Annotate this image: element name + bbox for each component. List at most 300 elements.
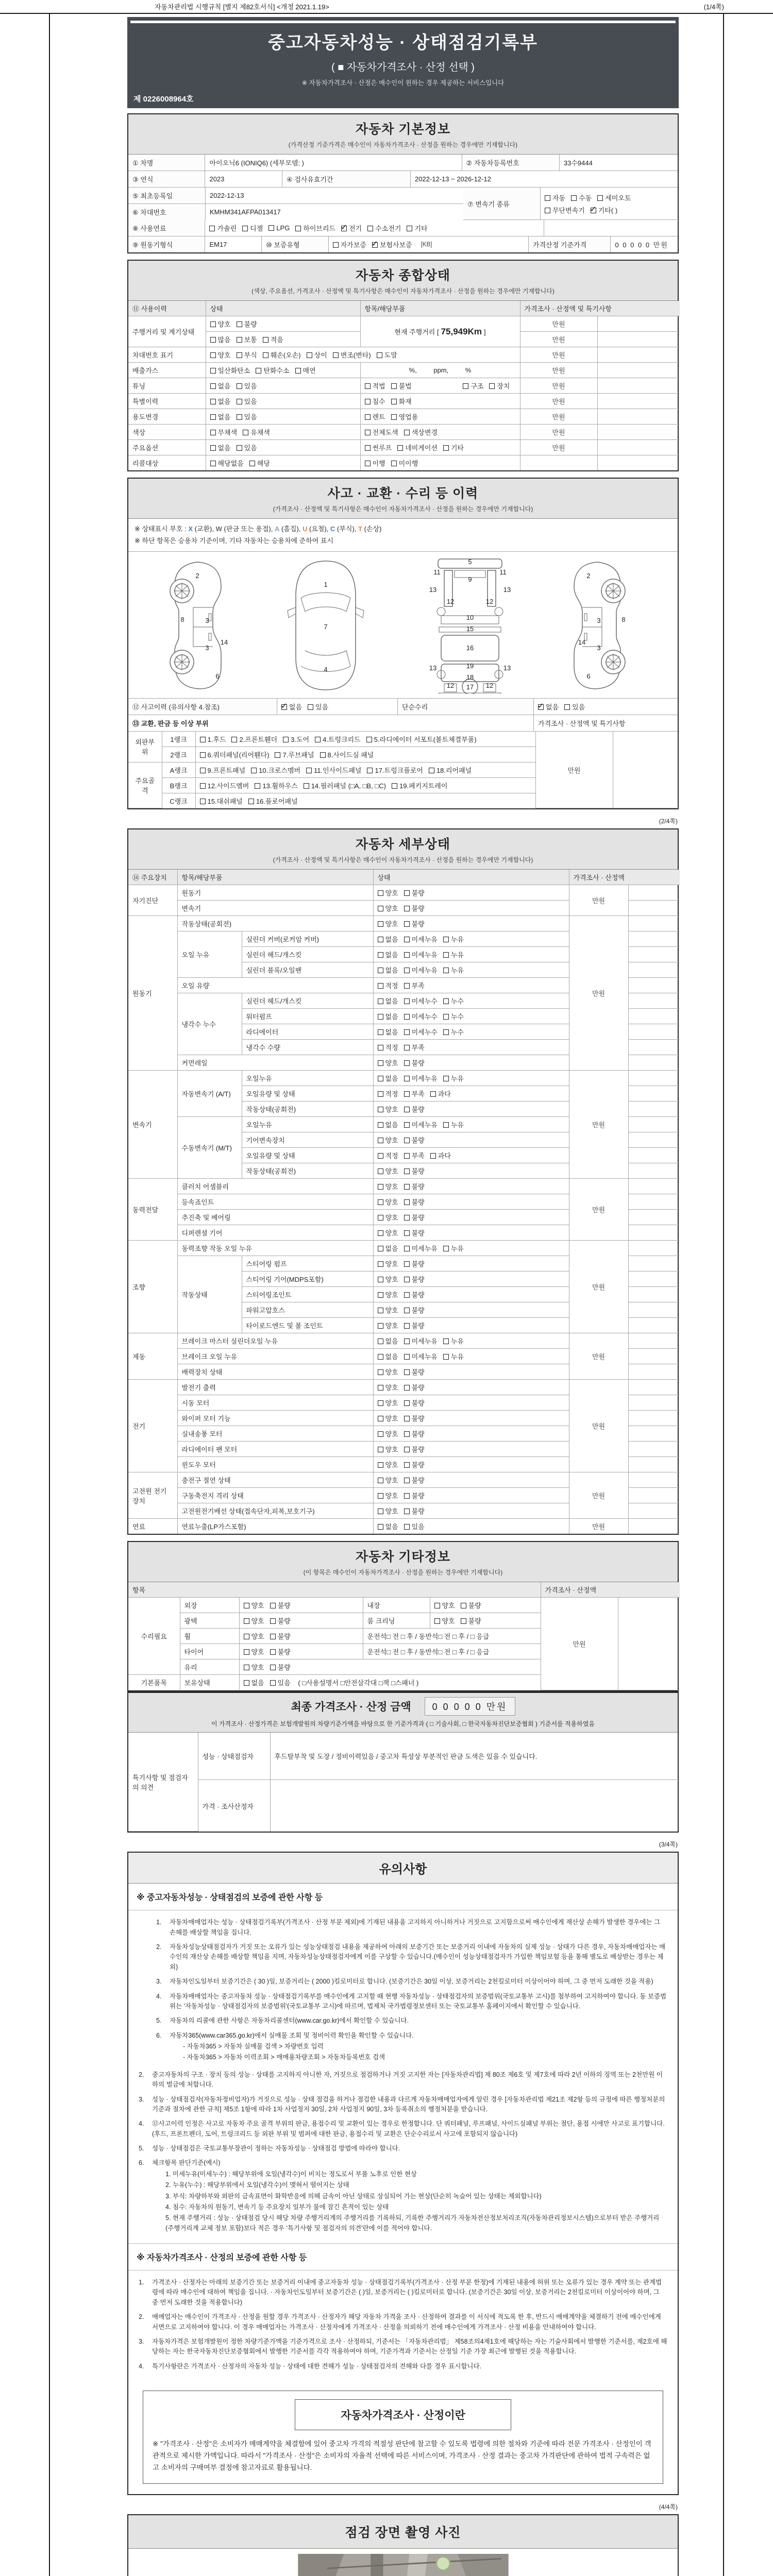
checkbox-option[interactable]: ✓ 기타( ) [591,205,617,215]
checkbox-option[interactable]: 있음 [237,413,257,421]
checkbox-option[interactable]: 3.도어 [283,736,309,743]
checked-checkbox-icon[interactable] [538,704,544,710]
checkbox-option[interactable]: 1.후드 [200,736,226,743]
checkbox-option[interactable]: ✓ 없음 [281,702,302,711]
checkbox-option[interactable]: 보통 [237,336,257,344]
checkbox-icon[interactable] [404,1029,410,1035]
checkbox-icon[interactable] [391,461,397,466]
checkbox-icon[interactable] [407,226,412,231]
checkbox-icon[interactable] [404,1416,410,1421]
checkbox-icon[interactable] [404,1215,410,1221]
checkbox-icon[interactable] [404,1524,410,1530]
checkbox-icon[interactable] [315,737,321,742]
checkbox-option[interactable]: 있음 [404,1523,425,1531]
checkbox-option[interactable]: 불량 [237,320,257,328]
checkbox-option[interactable]: 누수 [443,1013,464,1021]
checkbox-icon[interactable] [378,1153,383,1159]
checkbox-option[interactable]: 양호 [378,1260,398,1268]
checkbox-icon[interactable] [461,1603,466,1608]
checkbox-icon[interactable] [210,321,216,327]
checkbox-icon[interactable] [443,1029,449,1035]
checkbox-option[interactable]: 누유 [443,1353,464,1361]
checkbox-icon[interactable] [378,1308,383,1313]
checkbox-icon[interactable] [210,430,216,435]
checkbox-icon[interactable] [404,998,410,1004]
checkbox-option[interactable]: 없음 [378,967,398,974]
checkbox-icon[interactable] [404,890,410,896]
checkbox-option[interactable]: 부족 [404,1152,425,1160]
checkbox-option[interactable]: 불량 [404,920,425,928]
checkbox-icon[interactable] [378,1338,383,1344]
checkbox-icon[interactable] [200,737,206,742]
checkbox-option[interactable]: 불량 [404,1276,425,1283]
checkbox-icon[interactable] [404,1338,410,1344]
checkbox-icon[interactable] [231,737,237,742]
checkbox-icon[interactable] [378,1431,383,1437]
checkbox-icon[interactable] [404,937,410,942]
checkbox-option[interactable]: 불량 [404,1137,425,1144]
checkbox-icon[interactable] [308,704,313,710]
checkbox-icon[interactable] [404,1493,410,1499]
checkbox-option[interactable]: 불량 [404,1492,425,1500]
checkbox-icon[interactable] [404,1277,410,1282]
checkbox-icon[interactable] [404,1184,410,1190]
checkbox-option[interactable]: 일산화탄소 [210,367,250,375]
checkbox-option[interactable]: 적정 [378,1152,398,1160]
checkbox-icon[interactable] [443,1338,449,1344]
checkbox-icon[interactable] [306,768,312,773]
checkbox-icon[interactable] [270,1634,276,1639]
checkbox-option[interactable]: 양호 [378,1368,398,1376]
checkbox-option[interactable]: 누유 [443,1075,464,1082]
checkbox-option[interactable]: 없음 [210,398,231,405]
checkbox-icon[interactable] [443,968,449,973]
checkbox-icon[interactable] [210,445,216,451]
checkbox-icon[interactable] [443,1014,449,1020]
checkbox-icon[interactable] [404,1354,410,1360]
checkbox-option[interactable]: 전체도색 [365,429,398,436]
checkbox-option[interactable]: 미세누수 [404,1028,438,1036]
checkbox-option[interactable]: 네비게이션 [397,444,438,452]
checkbox-option[interactable]: 썬루프 [365,444,392,452]
checkbox-option[interactable]: 양호 [210,351,231,359]
checkbox-icon[interactable] [365,461,371,466]
checkbox-option[interactable]: 13.휠하우스 [255,782,297,790]
checkbox-icon[interactable] [378,1261,383,1267]
checkbox-icon[interactable] [429,768,434,773]
checkbox-option[interactable]: 없음 [378,936,398,943]
checkbox-option[interactable]: 15.대쉬패널 [200,798,243,805]
checkbox-icon[interactable] [200,783,206,789]
checkbox-option[interactable]: 기타 [407,223,427,233]
checkbox-option[interactable]: 불량 [461,1602,481,1609]
checkbox-icon[interactable] [404,1107,410,1112]
checkbox-option[interactable]: 없음 [378,1245,398,1252]
checkbox-icon[interactable] [378,1138,383,1143]
checkbox-option[interactable]: 없음 [378,997,398,1005]
checkbox-option[interactable]: 19.페키지트레이 [392,782,447,790]
checkbox-icon[interactable] [244,1634,249,1639]
checkbox-option[interactable]: 적정 [378,1044,398,1052]
checkbox-option[interactable]: 불량 [270,1648,291,1656]
checkbox-icon[interactable] [243,430,248,435]
checkbox-icon[interactable] [210,414,216,420]
checkbox-option[interactable]: 양호 [378,1291,398,1299]
checkbox-option[interactable]: 양호 [434,1617,455,1625]
checkbox-option[interactable]: 유채색 [243,429,270,436]
checkbox-icon[interactable] [404,1199,410,1205]
checkbox-icon[interactable] [237,337,242,343]
checkbox-icon[interactable] [378,952,383,958]
checkbox-option[interactable]: 불법 [391,382,412,390]
checkbox-option[interactable]: 양호 [378,1477,398,1484]
checkbox-icon[interactable] [365,430,371,435]
checkbox-icon[interactable] [404,1122,410,1128]
checkbox-option[interactable]: 4.트렁크리드 [315,736,361,743]
checkbox-option[interactable]: 양호 [378,905,398,912]
checkbox-icon[interactable] [404,1385,410,1391]
checkbox-icon[interactable] [404,1369,410,1375]
checkbox-icon[interactable] [378,1107,383,1112]
checkbox-option[interactable]: 6.쿼더패널(리어휀다) [200,751,270,759]
checkbox-icon[interactable] [378,1246,383,1251]
checkbox-option[interactable]: 양호 [378,1137,398,1144]
checkbox-option[interactable]: 불량 [270,1617,291,1625]
checkbox-icon[interactable] [571,195,577,201]
checkbox-icon[interactable] [366,737,372,742]
checkbox-icon[interactable] [404,1076,410,1081]
checkbox-icon[interactable] [404,1091,410,1097]
checkbox-option[interactable]: ✓ 없음 [538,702,559,711]
checkbox-icon[interactable] [378,1014,383,1020]
checkbox-icon[interactable] [404,1138,410,1143]
checkbox-option[interactable]: 누유 [443,1121,464,1129]
checkbox-icon[interactable] [244,1649,249,1655]
checkbox-icon[interactable] [564,704,570,710]
checkbox-icon[interactable] [378,1045,383,1050]
checkbox-option[interactable]: 부식 [237,351,257,359]
checkbox-option[interactable]: 미세누유 [404,1353,438,1361]
checkbox-option[interactable]: 없음 [378,951,398,959]
checkbox-option[interactable]: 영업용 [391,413,418,421]
checkbox-icon[interactable] [255,783,260,789]
checkbox-icon[interactable] [378,1509,383,1514]
checkbox-option[interactable]: 양호 [378,1307,398,1314]
checkbox-option[interactable]: 18.리어패널 [429,767,472,774]
checkbox-icon[interactable] [275,752,280,758]
checkbox-icon[interactable] [404,1308,410,1313]
checkbox-option[interactable]: 양호 [378,1198,398,1206]
checkbox-option[interactable]: 16.플로어패널 [248,798,298,805]
checkbox-option[interactable]: 누유 [443,967,464,974]
checkbox-option[interactable]: 미세누수 [404,1013,438,1021]
checkbox-option[interactable]: 미세누유 [404,951,438,959]
checkbox-icon[interactable] [404,1431,410,1437]
checkbox-icon[interactable] [443,998,449,1004]
checkbox-icon[interactable] [251,768,257,773]
checkbox-option[interactable]: 양호 [378,1322,398,1330]
checkbox-icon[interactable] [378,1369,383,1375]
checkbox-icon[interactable] [378,1060,383,1066]
checkbox-icon[interactable] [392,783,397,789]
checkbox-icon[interactable] [430,1091,436,1097]
checked-checkbox-icon[interactable] [372,242,378,248]
checkbox-icon[interactable] [210,399,216,404]
checkbox-option[interactable]: 양호 [378,1430,398,1438]
checkbox-icon[interactable] [378,1478,383,1483]
checkbox-option[interactable]: 무채색 [210,429,238,436]
checkbox-icon[interactable] [365,399,371,404]
checkbox-option[interactable]: 적정 [378,982,398,990]
checkbox-option[interactable]: 있음 [308,702,328,711]
checkbox-icon[interactable] [270,1665,276,1670]
checkbox-icon[interactable] [378,1323,383,1329]
checkbox-icon[interactable] [244,1665,249,1670]
checkbox-option[interactable]: 부족 [404,982,425,990]
checkbox-option[interactable]: 불량 [404,1430,425,1438]
checkbox-option[interactable]: 디젤 [242,223,263,233]
checkbox-icon[interactable] [263,352,268,358]
checkbox-option[interactable]: 부족 [404,1044,425,1052]
checkbox-icon[interactable] [210,352,216,358]
checkbox-icon[interactable] [378,1076,383,1081]
checkbox-option[interactable]: 과다 [430,1090,451,1098]
checkbox-option[interactable]: 누수 [443,1028,464,1036]
checkbox-icon[interactable] [333,352,339,358]
checkbox-option[interactable]: 해당 [249,460,270,467]
checkbox-icon[interactable] [443,445,449,451]
checkbox-option[interactable]: 렌트 [365,413,385,421]
checkbox-option[interactable]: 불량 [270,1664,291,1671]
checkbox-option[interactable]: 양호 [378,1276,398,1283]
checkbox-option[interactable]: 불량 [404,1214,425,1222]
checkbox-option[interactable]: 7.루브패널 [275,751,314,759]
checkbox-option[interactable]: 적정 [378,1090,398,1098]
checkbox-icon[interactable] [270,1649,276,1655]
checkbox-icon[interactable] [378,890,383,896]
checkbox-icon[interactable] [404,1323,410,1329]
checkbox-icon[interactable] [404,1261,410,1267]
checkbox-option[interactable]: 8.사이드실 패널 [320,751,374,759]
checkbox-option[interactable]: 불량 [404,1384,425,1392]
checkbox-option[interactable]: 양호 [378,1214,398,1222]
checkbox-option[interactable]: 양호 [378,1461,398,1469]
checkbox-icon[interactable] [365,445,371,451]
checkbox-option[interactable]: 구조 [463,382,483,390]
checkbox-option[interactable]: 없음 [378,1121,398,1129]
checkbox-icon[interactable] [430,1153,436,1159]
checkbox-icon[interactable] [377,352,382,358]
checkbox-option[interactable]: 불량 [461,1617,481,1625]
checkbox-icon[interactable] [378,921,383,927]
checkbox-option[interactable]: 5.라디에이터 서포트(볼트체결부품) [366,736,477,743]
checkbox-option[interactable]: 없음 [210,444,231,452]
checkbox-option[interactable]: 없음 [378,1028,398,1036]
checkbox-icon[interactable] [242,226,248,231]
checkbox-option[interactable]: 양호 [378,889,398,897]
checkbox-icon[interactable] [320,752,326,758]
checkbox-option[interactable]: 적법 [365,382,385,390]
checkbox-icon[interactable] [404,1168,410,1174]
checkbox-option[interactable]: 양호 [244,1602,264,1609]
checkbox-option[interactable]: 불량 [404,1477,425,1484]
checkbox-icon[interactable] [404,1447,410,1452]
checkbox-icon[interactable] [210,337,216,343]
checkbox-option[interactable]: 미세누유 [404,1337,438,1345]
checkbox-icon[interactable] [545,195,550,201]
checkbox-option[interactable]: 불량 [404,1229,425,1237]
checkbox-option[interactable]: 양호 [378,1167,398,1175]
checkbox-option[interactable]: LPG [268,224,290,232]
checkbox-option[interactable]: 색상변경 [404,429,438,436]
checkbox-icon[interactable] [404,1509,410,1514]
checkbox-icon[interactable] [378,1277,383,1282]
checkbox-option[interactable]: 불량 [404,889,425,897]
checkbox-icon[interactable] [333,242,339,248]
checkbox-icon[interactable] [404,1045,410,1050]
checkbox-icon[interactable] [404,1292,410,1298]
checkbox-option[interactable]: 상이 [307,351,327,359]
checkbox-icon[interactable] [404,1153,410,1159]
checkbox-icon[interactable] [404,1230,410,1236]
checkbox-icon[interactable] [237,414,242,420]
checkbox-icon[interactable] [463,383,468,389]
checkbox-icon[interactable] [295,368,301,374]
checkbox-icon[interactable] [378,1462,383,1468]
checkbox-option[interactable]: 양호 [244,1648,264,1656]
checkbox-option[interactable]: 미세누유 [404,1075,438,1082]
checkbox-option[interactable]: 불량 [404,1461,425,1469]
checkbox-option[interactable]: ✓ 보험사보증 [372,240,412,249]
checkbox-option[interactable]: 불량 [404,1322,425,1330]
checkbox-icon[interactable] [404,1246,410,1251]
checkbox-icon[interactable] [200,799,206,804]
checkbox-icon[interactable] [378,1029,383,1035]
checkbox-icon[interactable] [378,1122,383,1128]
checkbox-icon[interactable] [378,937,383,942]
checkbox-icon[interactable] [443,952,449,958]
checkbox-option[interactable]: 양호 [378,1106,398,1113]
checkbox-option[interactable]: 장치 [489,382,510,390]
checkbox-option[interactable]: 양호 [210,320,231,328]
checkbox-option[interactable]: 많음 [210,336,231,344]
checkbox-icon[interactable] [248,799,254,804]
checkbox-option[interactable]: 불량 [404,1368,425,1376]
checkbox-icon[interactable] [378,1230,383,1236]
checkbox-option[interactable]: 불량 [270,1602,291,1609]
checkbox-icon[interactable] [391,383,397,389]
checkbox-option[interactable]: 불량 [404,1059,425,1067]
checkbox-icon[interactable] [263,337,268,343]
checkbox-option[interactable]: 없음 [378,1353,398,1361]
checkbox-option[interactable]: 양호 [378,1492,398,1500]
checkbox-icon[interactable] [237,399,242,404]
checkbox-icon[interactable] [378,968,383,973]
checkbox-option[interactable]: 수소전기 [367,223,401,233]
checkbox-option[interactable]: 없음 [378,1337,398,1345]
checkbox-option[interactable]: 세미오토 [597,193,631,202]
checkbox-option[interactable]: 없음 [378,1075,398,1082]
checkbox-option[interactable]: 양호 [244,1633,264,1640]
checkbox-icon[interactable] [378,998,383,1004]
checkbox-icon[interactable] [443,1246,449,1251]
checkbox-option[interactable]: 불량 [404,1415,425,1422]
checkbox-icon[interactable] [378,1184,383,1190]
checkbox-option[interactable]: 양호 [378,1415,398,1422]
checkbox-option[interactable]: 누유 [443,951,464,959]
checkbox-icon[interactable] [378,1292,383,1298]
checkbox-icon[interactable] [443,1122,449,1128]
checkbox-icon[interactable] [237,352,242,358]
checkbox-icon[interactable] [489,383,495,389]
checkbox-option[interactable]: 양호 [378,1384,398,1392]
checkbox-option[interactable]: 11.인사이드패널 [306,767,361,774]
checkbox-icon[interactable] [237,445,242,451]
checkbox-icon[interactable] [404,906,410,911]
checkbox-option[interactable]: 미세누수 [404,997,438,1005]
checkbox-icon[interactable] [378,1199,383,1205]
checkbox-option[interactable]: 가솔린 [209,223,237,233]
checkbox-option[interactable]: 불량 [270,1633,291,1640]
checkbox-icon[interactable] [365,414,371,420]
checkbox-icon[interactable] [209,226,215,231]
checked-checkbox-icon[interactable] [281,704,287,710]
checkbox-option[interactable]: 불량 [404,1183,425,1191]
checkbox-option[interactable]: 불량 [404,1167,425,1175]
checkbox-option[interactable]: 양호 [378,1059,398,1067]
checkbox-option[interactable]: 매연 [295,367,316,375]
checkbox-icon[interactable] [210,461,216,466]
checkbox-option[interactable]: 불량 [404,1291,425,1299]
checkbox-icon[interactable] [304,783,309,789]
checkbox-option[interactable]: 없음 [210,382,231,390]
checkbox-icon[interactable] [404,1060,410,1066]
checkbox-icon[interactable] [378,1447,383,1452]
checkbox-option[interactable]: 양호 [244,1617,264,1625]
checkbox-icon[interactable] [404,952,410,958]
checkbox-option[interactable]: 불량 [404,1446,425,1453]
checkbox-option[interactable]: 수동 [571,193,592,202]
checkbox-option[interactable]: 2.프론트휀더 [231,736,277,743]
checkbox-option[interactable]: 누유 [443,1337,464,1345]
checkbox-option[interactable]: 침수 [365,398,385,405]
checkbox-icon[interactable] [378,1524,383,1530]
checkbox-icon[interactable] [443,1354,449,1360]
checkbox-option[interactable]: 있음 [270,1679,291,1687]
checkbox-icon[interactable] [270,1680,276,1686]
checked-checkbox-icon[interactable] [341,226,347,231]
checkbox-icon[interactable] [283,737,289,742]
checkbox-option[interactable]: 해당없음 [210,460,244,467]
checkbox-option[interactable]: 양호 [434,1602,455,1609]
checkbox-option[interactable]: 과다 [430,1152,451,1160]
checkbox-option[interactable]: 누유 [443,936,464,943]
checkbox-icon[interactable] [378,1215,383,1221]
checkbox-icon[interactable] [210,383,216,389]
checkbox-option[interactable]: 불량 [404,1260,425,1268]
checkbox-icon[interactable] [295,226,301,231]
checkbox-option[interactable]: 이행 [365,460,385,467]
checkbox-icon[interactable] [461,1618,466,1624]
checkbox-icon[interactable] [443,1076,449,1081]
checkbox-icon[interactable] [249,461,255,466]
checkbox-icon[interactable] [270,1603,276,1608]
checkbox-icon[interactable] [237,321,242,327]
checkbox-option[interactable]: 양호 [378,920,398,928]
checkbox-option[interactable]: 미세누유 [404,936,438,943]
checkbox-icon[interactable] [404,921,410,927]
checkbox-icon[interactable] [365,383,371,389]
